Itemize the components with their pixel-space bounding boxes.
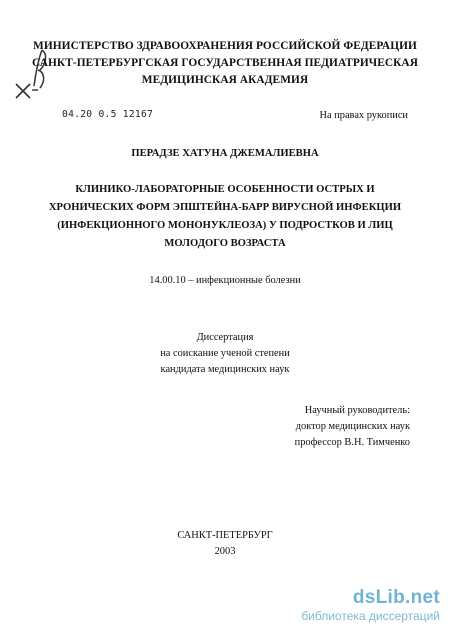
dslib-subtitle: библиотека диссертаций: [301, 609, 440, 623]
specialty-code: 14.00.10 – инфекционные болезни: [149, 275, 301, 286]
city: САНКТ-ПЕТЕРБУРГ: [177, 530, 273, 541]
thesis-title-line-1: КЛИНИКО-ЛАБОРАТОРНЫЕ ОСОБЕННОСТИ ОСТРЫХ И: [75, 184, 375, 195]
dissertation-label: Диссертация: [196, 332, 254, 343]
academy-line-2: МЕДИЦИНСКАЯ АКАДЕМИЯ: [141, 74, 309, 86]
academy-line: САНКТ-ПЕТЕРБУРГСКАЯ ГОСУДАРСТВЕННАЯ ПЕДИАТРИЧЕСКАЯ: [32, 57, 418, 69]
author-name: ПЕРАДЗЕ ХАТУНА ДЖЕМАЛИЕВНА: [131, 148, 319, 159]
degree-line: на соискание ученой степени: [160, 348, 290, 359]
thesis-title-line-4: МОЛОДОГО ВОЗРАСТА: [164, 238, 286, 249]
degree-line-2: кандидата медицинских наук: [160, 364, 290, 375]
archive-stamp-number: 04.20 0.5 12167: [62, 109, 154, 120]
supervisor-degree: доктор медицинских наук: [295, 421, 410, 432]
ministry-line: МИНИСТЕРСТВО ЗДРАВООХРАНЕНИЯ РОССИЙСКОЙ ФЕДЕРАЦИИ: [33, 40, 417, 52]
dslib-logo: dsLib.net: [352, 587, 440, 608]
thesis-title-line-3: (ИНФЕКЦИОННОГО МОНОНУКЛЕОЗА) У ПОДРОСТКОВ И ЛИЦ: [57, 220, 393, 231]
supervisor-label: Научный руководитель:: [304, 405, 410, 416]
supervisor-name: профессор В.Н. Тимченко: [294, 437, 410, 448]
year: 2003: [214, 546, 236, 557]
dslib-watermark[interactable]: [301, 588, 440, 623]
thesis-title-line-2: ХРОНИЧЕСКИХ ФОРМ ЭПШТЕЙНА-БАРР ВИРУСНОЙ ИНФЕКЦИИ: [48, 202, 402, 213]
manuscript-rights-note: На правах рукописи: [319, 110, 408, 121]
